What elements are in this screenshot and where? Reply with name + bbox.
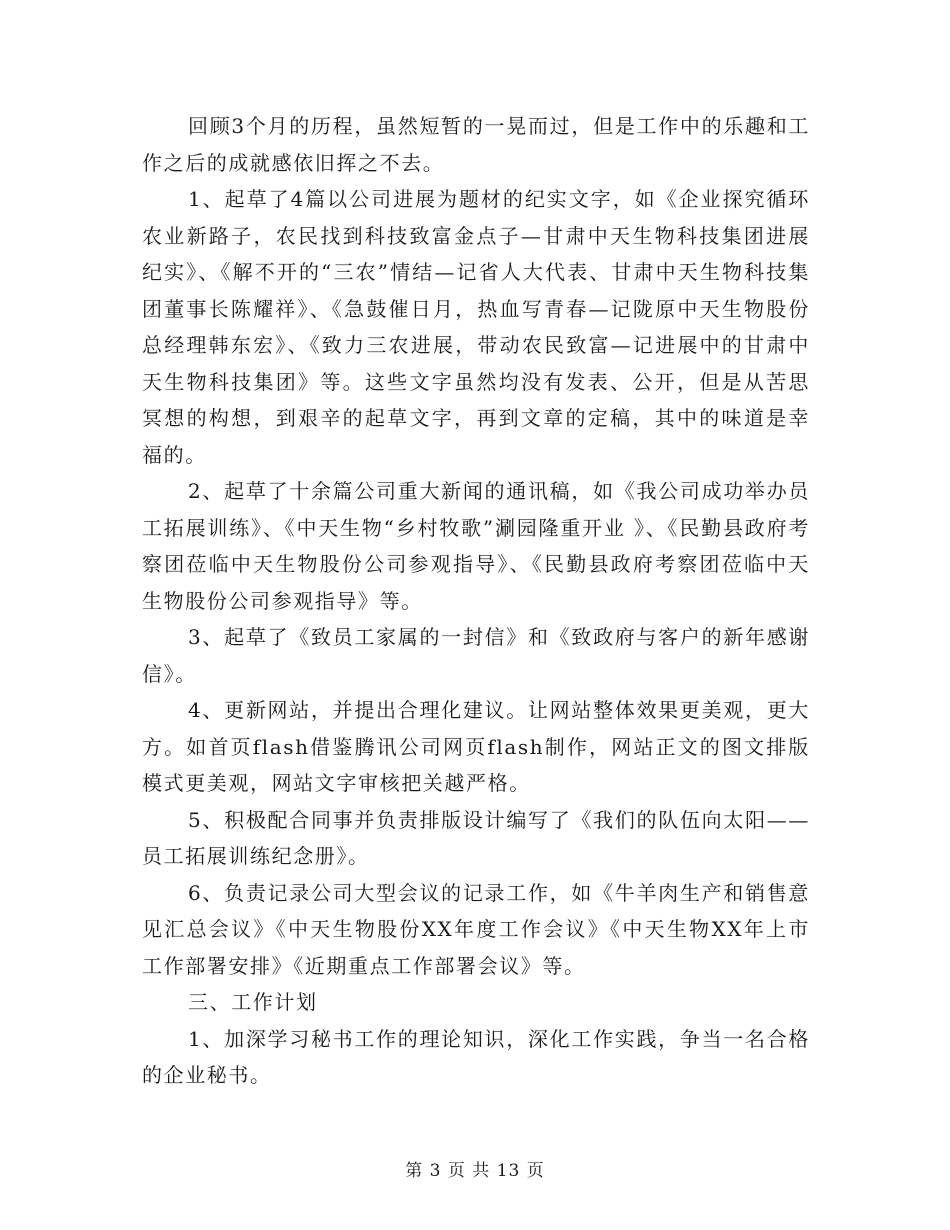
paragraph-item-5: 5、积极配合同事并负责排版设计编写了《我们的队伍向太阳——员工拓展训练纪念册》。 (142, 807, 810, 868)
paragraph-item-1: 1、起草了4篇以公司进展为题材的纪实文字，如《企业探究循环农业新路子，农民找到科技致富金点子—甘肃中天生物科技集团进展纪实》、《解不开的“三农”情结—记省人大代表、甘肃中天生物科技集团董事长陈耀祥》、《急鼓催日月，热血写青春—记陇原中天生物股份总经理韩东宏》、《致力三农进展，带动农民致富—记进展中的甘肃中天生物科技集团》等。这些文字虽然均没有发表、公开，但是从苦思冥想的构想，到艰辛的起草文字，再到文章的定稿，其中的味道是幸福的。 (142, 187, 810, 467)
paragraph-plan-1: 1、加深学习秘书工作的理论知识，深化工作实践，争当一名合格的企业秘书。 (142, 1026, 810, 1087)
paragraph-item-2: 2、起草了十余篇公司重大新闻的通讯稿，如《我公司成功举办员工拓展训练》、《中天生物“乡村牧歌”涮园隆重开业 》、《民勤县政府考察团莅临中天生物股份公司参观指导》、《民勤县政府考察团莅临中天生物股份公司参观指导》等。 (142, 479, 810, 613)
page-number-label: 第 3 页 共 13 页 (405, 1161, 545, 1181)
paragraph-intro: 回顾3个月的历程，虽然短暂的一晃而过，但是工作中的乐趣和工作之后的成就感依旧挥之不去。 (142, 114, 810, 175)
document-body (142, 108, 810, 1094)
paragraph-item-6: 6、负责记录公司大型会议的记录工作，如《牛羊肉生产和销售意见汇总会议》《中天生物股份XX年度工作会议》《中天生物XX年上市工作部署安排》《近期重点工作部署会议》等。 (142, 880, 810, 978)
section-heading-work-plan: 三、工作计划 (188, 990, 318, 1014)
paragraph-item-3: 3、起草了《致员工家属的一封信》和《致政府与客户的新年感谢信》。 (142, 625, 810, 686)
paragraph-item-4: 4、更新网站，并提出合理化建议。让网站整体效果更美观，更大方。如首页flash借鉴腾讯公司网页flash制作，网站正文的图文排版模式更美观，网站文字审核把关越严格。 (142, 698, 810, 795)
page-footer (0, 1156, 950, 1181)
